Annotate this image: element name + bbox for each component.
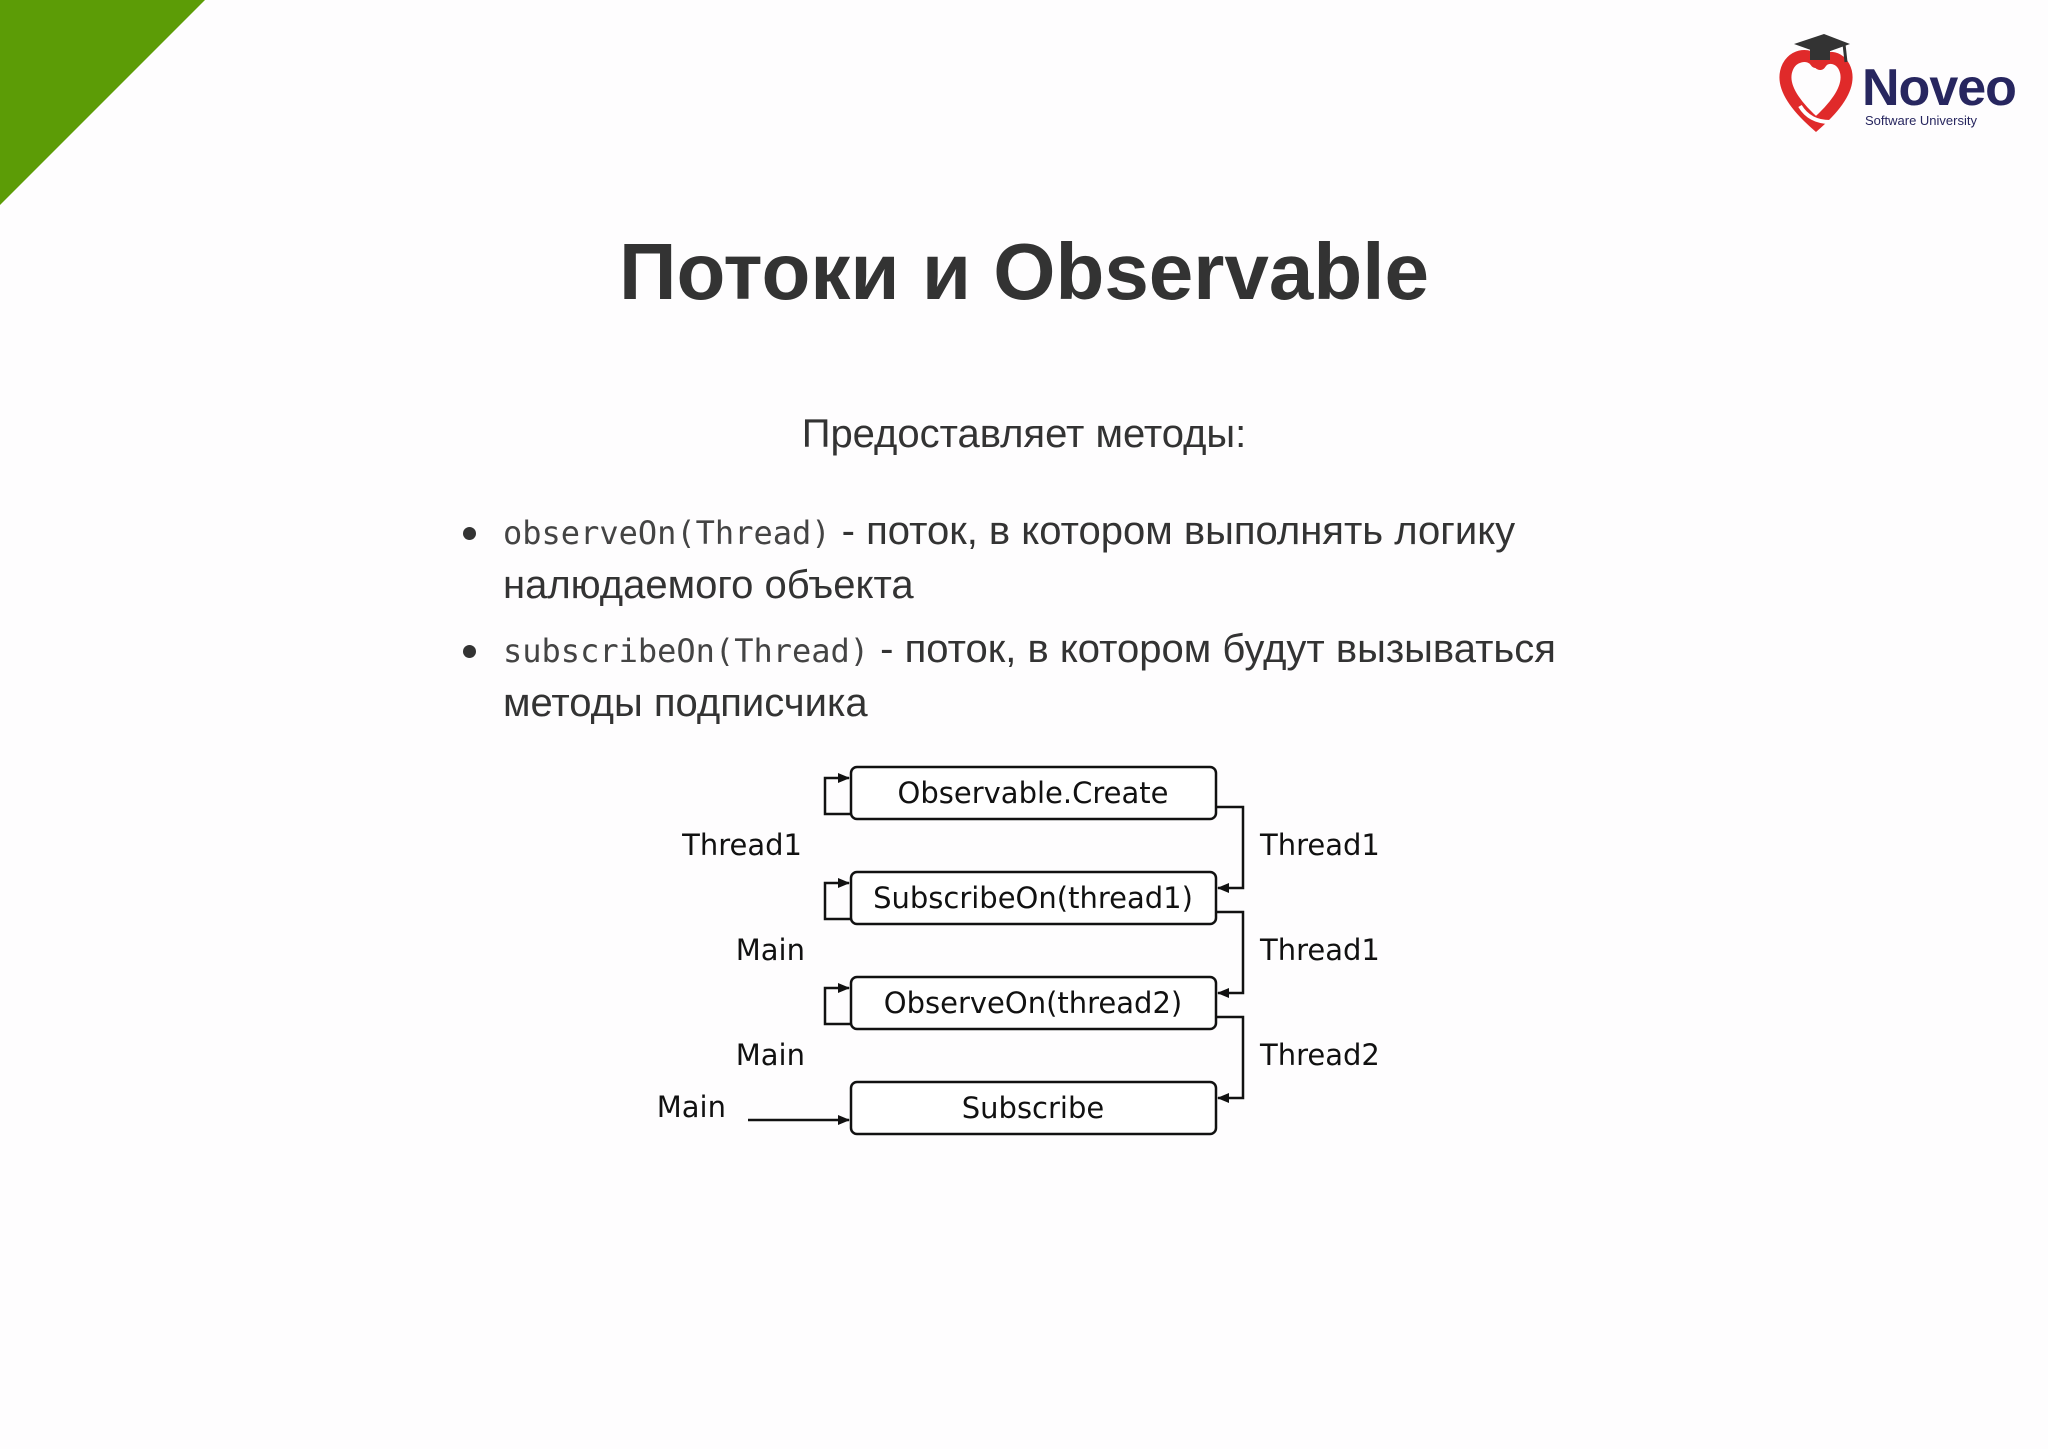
- right-thread-label: Thread2: [1260, 1038, 1380, 1072]
- corner-accent-triangle: [0, 0, 210, 210]
- bullet-dot: [463, 527, 476, 540]
- left-thread-label: Main: [735, 933, 805, 967]
- box-label: Observable.Create: [897, 776, 1169, 810]
- left-thread-label: Thread1: [682, 828, 802, 862]
- bullet-list: [455, 505, 1655, 741]
- entry-thread-label: Main: [656, 1090, 726, 1124]
- box-label: SubscribeOn(thread1): [873, 881, 1193, 915]
- logo-tagline: Software University: [1865, 113, 1977, 128]
- method-code: observeOn(Thread): [503, 514, 831, 552]
- right-connector-3: [1216, 1017, 1243, 1098]
- left-connector-2: [825, 883, 851, 919]
- left-connector-3: [825, 988, 851, 1024]
- slide-title: Потоки и Observable: [619, 227, 1429, 316]
- right-connector-1: [1216, 807, 1243, 888]
- thread-flow-diagram: [640, 755, 1400, 1155]
- box-label: Subscribe: [961, 1091, 1105, 1125]
- right-thread-label: Thread1: [1260, 828, 1380, 862]
- left-connector-1: [825, 778, 851, 814]
- bullet-dot: [463, 645, 476, 658]
- method-description: - поток, в котором выполнять логику налюдаемого объекта: [503, 509, 1516, 607]
- right-connector-2: [1216, 912, 1243, 993]
- logo-wordmark: Noveo: [1862, 59, 2016, 117]
- left-thread-label: Main: [735, 1038, 805, 1072]
- graduation-cap-heart-icon: [1770, 32, 1860, 132]
- right-thread-label: Thread1: [1260, 933, 1380, 967]
- noveo-logo: [1770, 32, 2030, 132]
- method-description: - поток, в котором будут вызываться методы подписчика: [503, 627, 1556, 725]
- slide-subtitle: Предоставляет методы:: [801, 412, 1247, 456]
- bullet-item-subscribe-on: [455, 623, 1655, 729]
- bullet-item-observe-on: [455, 505, 1655, 611]
- method-code: subscribeOn(Thread): [503, 632, 870, 670]
- box-label: ObserveOn(thread2): [883, 986, 1183, 1020]
